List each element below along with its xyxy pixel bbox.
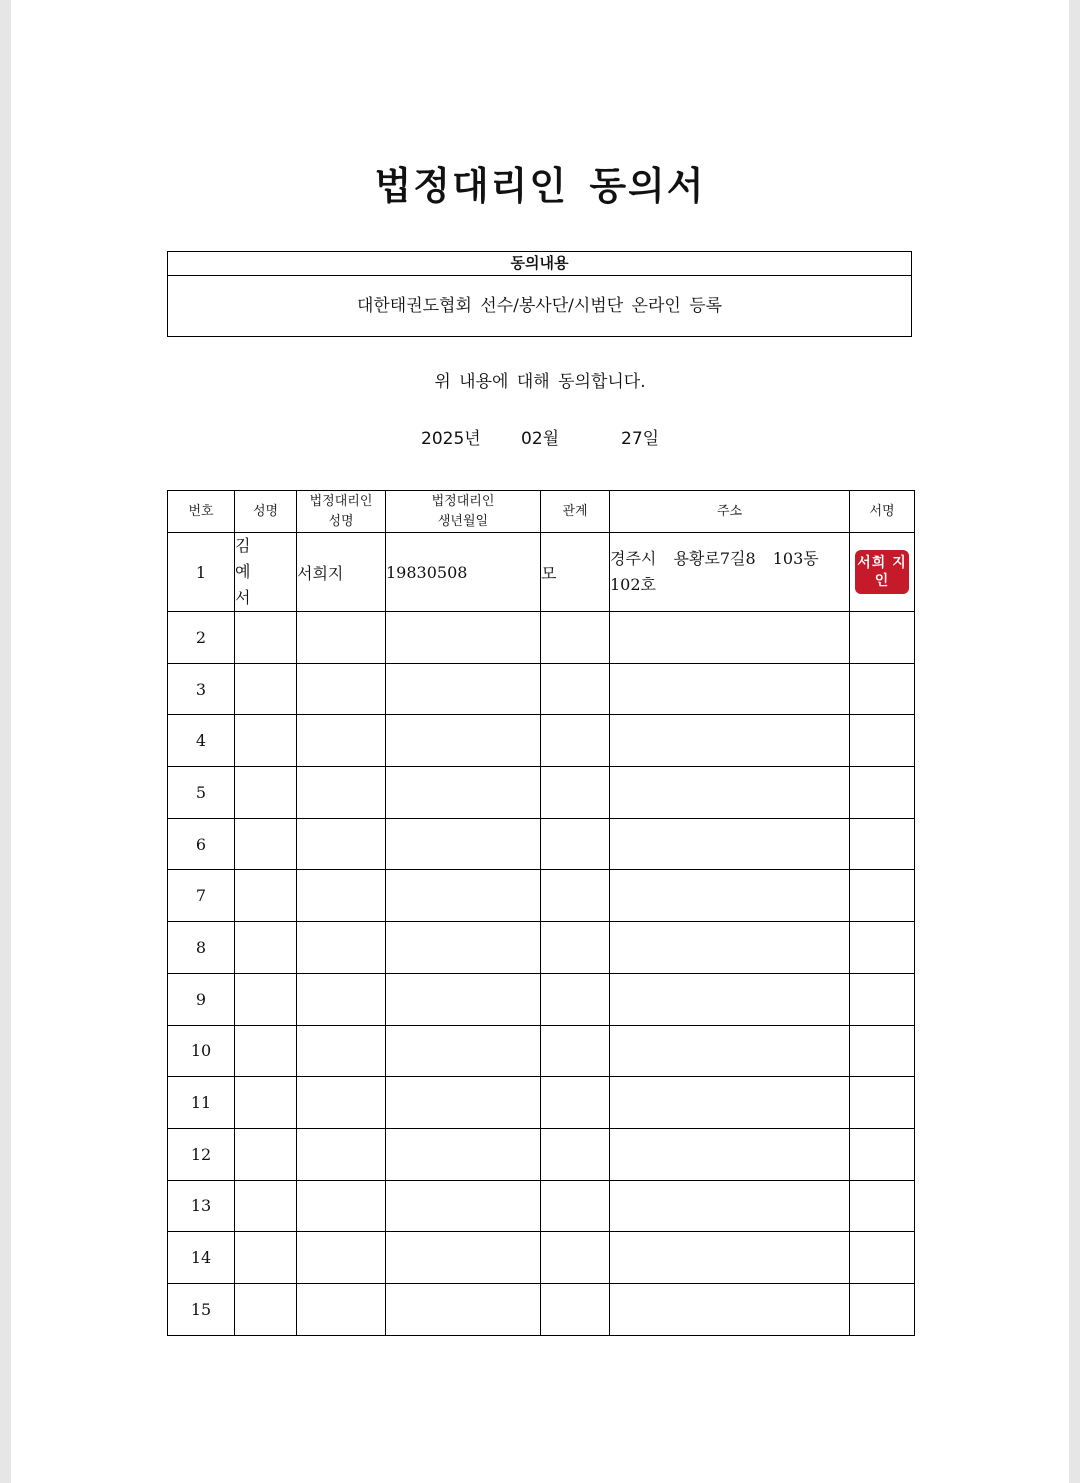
table-row <box>168 1180 915 1232</box>
guardian-name[interactable] <box>297 767 386 819</box>
signature-cell[interactable] <box>850 1283 915 1335</box>
table-row <box>168 767 915 819</box>
row-number: 15 <box>168 1283 235 1335</box>
seal-stamp: 서희 지인 <box>855 550 909 594</box>
guardian-birthdate[interactable] <box>386 767 541 819</box>
signature-cell[interactable] <box>850 1025 915 1077</box>
signature-cell[interactable] <box>850 1180 915 1232</box>
row-number: 1 <box>168 533 235 612</box>
agree-statement: 위 내용에 대해 동의합니다. <box>434 372 646 392</box>
address: 경주시 용황로7길8 103동 102호 <box>610 533 850 612</box>
address[interactable] <box>610 1077 850 1129</box>
relation[interactable] <box>541 922 610 974</box>
member-name[interactable] <box>235 663 297 715</box>
address[interactable] <box>610 1283 850 1335</box>
row-number: 5 <box>168 767 235 819</box>
member-name[interactable] <box>235 715 297 767</box>
row-number: 14 <box>168 1232 235 1284</box>
row-number: 7 <box>168 870 235 922</box>
signature-cell[interactable] <box>850 922 915 974</box>
guardian-birthdate[interactable] <box>386 1025 541 1077</box>
document-title: 법정대리인 동의서 <box>374 163 706 208</box>
signature-cell[interactable] <box>850 818 915 870</box>
member-name[interactable] <box>235 767 297 819</box>
guardian-name[interactable] <box>297 1283 386 1335</box>
member-name[interactable] <box>235 818 297 870</box>
guardian-birthdate[interactable] <box>386 818 541 870</box>
signature-cell[interactable] <box>850 1232 915 1284</box>
signature-cell[interactable] <box>850 663 915 715</box>
table-row <box>168 922 915 974</box>
relation[interactable] <box>541 1128 610 1180</box>
relation[interactable] <box>541 1077 610 1129</box>
address[interactable] <box>610 1232 850 1284</box>
table-row <box>168 533 915 612</box>
address[interactable] <box>610 973 850 1025</box>
table-row <box>168 1077 915 1129</box>
relation[interactable] <box>541 818 610 870</box>
guardian-name[interactable] <box>297 1180 386 1232</box>
member-name: 김 예 서 <box>235 533 297 612</box>
member-name[interactable] <box>235 922 297 974</box>
relation[interactable] <box>541 1283 610 1335</box>
address[interactable] <box>610 767 850 819</box>
date-year: 2025년 <box>421 429 481 449</box>
member-name[interactable] <box>235 1180 297 1232</box>
relation[interactable] <box>541 663 610 715</box>
signature-cell[interactable] <box>850 1128 915 1180</box>
address[interactable] <box>610 818 850 870</box>
table-row <box>168 973 915 1025</box>
header-guardian-birth: 법정대리인 생년월일 <box>386 491 541 533</box>
row-number: 13 <box>168 1180 235 1232</box>
guardian-name[interactable] <box>297 922 386 974</box>
relation[interactable] <box>541 612 610 664</box>
header-relation: 관계 <box>541 491 610 533</box>
guardian-name[interactable] <box>297 715 386 767</box>
relation[interactable] <box>541 1025 610 1077</box>
guardian-name[interactable] <box>297 612 386 664</box>
address[interactable] <box>610 922 850 974</box>
address[interactable] <box>610 1025 850 1077</box>
member-name[interactable] <box>235 1283 297 1335</box>
member-name[interactable] <box>235 1232 297 1284</box>
guardian-birthdate[interactable] <box>386 1128 541 1180</box>
signature-cell[interactable] <box>850 973 915 1025</box>
guardian-birthdate[interactable] <box>386 612 541 664</box>
member-name[interactable] <box>235 973 297 1025</box>
table-row <box>168 612 915 664</box>
table-row <box>168 818 915 870</box>
row-number: 2 <box>168 612 235 664</box>
signature-cell <box>850 533 915 612</box>
signature-cell[interactable] <box>850 767 915 819</box>
row-number: 3 <box>168 663 235 715</box>
guardian-birthdate[interactable] <box>386 973 541 1025</box>
address[interactable] <box>610 870 850 922</box>
address[interactable] <box>610 1180 850 1232</box>
guardian-birthdate[interactable] <box>386 870 541 922</box>
date-day: 27일 <box>621 429 660 449</box>
member-name[interactable] <box>235 1025 297 1077</box>
table-row <box>168 663 915 715</box>
guardian-table <box>167 490 915 1336</box>
row-number: 12 <box>168 1128 235 1180</box>
address[interactable] <box>610 715 850 767</box>
consent-text: 대한태권도협회 선수/봉사단/시범단 온라인 등록 <box>356 296 723 316</box>
row-number: 11 <box>168 1077 235 1129</box>
table-row <box>168 1025 915 1077</box>
guardian-birthdate[interactable] <box>386 715 541 767</box>
header-address: 주소 <box>610 491 850 533</box>
consent-box <box>167 251 912 337</box>
header-signature: 서명 <box>850 491 915 533</box>
date-month: 02월 <box>521 429 560 449</box>
guardian-name[interactable] <box>297 870 386 922</box>
table-row <box>168 715 915 767</box>
relation[interactable] <box>541 973 610 1025</box>
signature-cell[interactable] <box>850 612 915 664</box>
guardian-birthdate[interactable] <box>386 1180 541 1232</box>
row-number: 6 <box>168 818 235 870</box>
guardian-name[interactable] <box>297 973 386 1025</box>
relation[interactable] <box>541 715 610 767</box>
signature-cell[interactable] <box>850 1077 915 1129</box>
table-row <box>168 870 915 922</box>
guardian-name[interactable] <box>297 663 386 715</box>
header-number: 번호 <box>168 491 235 533</box>
guardian-birthdate[interactable] <box>386 663 541 715</box>
guardian-name[interactable] <box>297 1128 386 1180</box>
guardian-name[interactable] <box>297 818 386 870</box>
relation[interactable] <box>541 1232 610 1284</box>
guardian-name[interactable] <box>297 1077 386 1129</box>
table-row <box>168 1128 915 1180</box>
guardian-name[interactable] <box>297 1232 386 1284</box>
guardian-birthdate[interactable] <box>386 1283 541 1335</box>
address[interactable] <box>610 612 850 664</box>
address[interactable] <box>610 663 850 715</box>
relation[interactable] <box>541 870 610 922</box>
relation: 모 <box>541 533 610 612</box>
member-name[interactable] <box>235 1128 297 1180</box>
signature-cell[interactable] <box>850 715 915 767</box>
header-guardian-name: 법정대리인 성명 <box>297 491 386 533</box>
member-name[interactable] <box>235 612 297 664</box>
header-name: 성명 <box>235 491 297 533</box>
row-number: 4 <box>168 715 235 767</box>
guardian-birthdate: 19830508 <box>386 533 541 612</box>
guardian-birthdate[interactable] <box>386 1232 541 1284</box>
relation[interactable] <box>541 767 610 819</box>
table-header-row <box>168 491 915 533</box>
table-row <box>168 1283 915 1335</box>
address[interactable] <box>610 1128 850 1180</box>
row-number: 10 <box>168 1025 235 1077</box>
guardian-birthdate[interactable] <box>386 922 541 974</box>
signature-cell[interactable] <box>850 870 915 922</box>
member-name[interactable] <box>235 870 297 922</box>
table-row <box>168 1232 915 1284</box>
relation[interactable] <box>541 1180 610 1232</box>
member-name[interactable] <box>235 1077 297 1129</box>
row-number: 9 <box>168 973 235 1025</box>
consent-header: 동의내용 <box>168 252 911 276</box>
guardian-name: 서희지 <box>297 533 386 612</box>
row-number: 8 <box>168 922 235 974</box>
guardian-name[interactable] <box>297 1025 386 1077</box>
guardian-birthdate[interactable] <box>386 1077 541 1129</box>
